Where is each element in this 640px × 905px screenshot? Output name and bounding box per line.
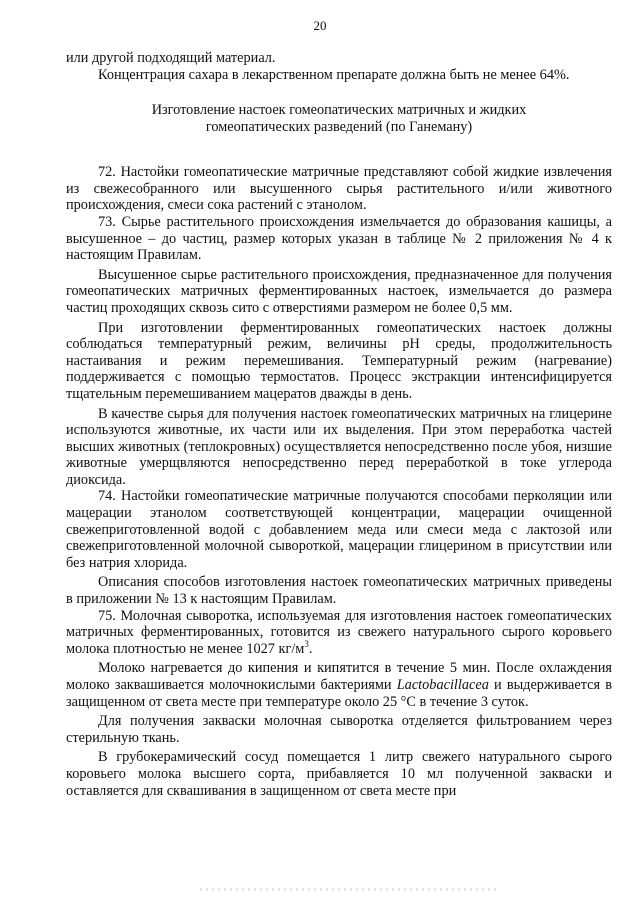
- document-body: [66, 50, 612, 799]
- page-number: 20: [313, 18, 327, 33]
- paragraph-glycerin-tinctures: В качестве сырья для получения настоек гомеопатических матричных на глицерине используются животные, их части или их выделения. При этом переработка частей высших животных (теплокровных) осуществляется непосредственно после убоя, низшие животные умерщвляются непосредственно перед переработкой в токе углерода диоксида.: [66, 405, 612, 488]
- bacteria-name: Lactobacillacea: [396, 677, 489, 693]
- paragraph-75: [66, 608, 612, 658]
- paragraph-milk-heating: [66, 660, 612, 710]
- paragraph-74: 74. Настойки гомеопатические матричные получаются способами перколяции или мацерации этанолом соответствующей концентрации, мацерации очищенной свежеприготовленной водой с добавлением меда или смеси меда с лактозой или свежеприготовленной молочной сывороткой, мацерации глицерином в присутствии или без натрия хлорида.: [66, 488, 612, 571]
- section-heading: [66, 102, 612, 136]
- paragraph-methods-reference: Описания способов изготовления настоек гомеопатических матричных приведены в приложении № 13 к настоящим Правилам.: [66, 574, 612, 608]
- paragraph-ceramic-vessel: В грубокерамический сосуд помещается 1 литр свежего натурального сырого коровьего молока высшего сорта, прибавляется 10 мл полученной закваски и оставляется для сквашивания в защищенном от света месте при: [66, 749, 612, 799]
- paragraph-fermented-tinctures: При изготовлении ферментированных гомеопатических настоек должны соблюдаться температурный режим, величины pH среды, продолжительность настаивания и режим перемешивания. Температурный режим (нагревание) поддерживается с помощью термостатов. Процесс экстракции интенсифицируется тщательным перемешиванием мацератов дважды в день.: [66, 319, 612, 402]
- scan-artifact: [200, 888, 500, 891]
- paragraph-75-end: .: [308, 640, 313, 657]
- paragraph-milk-heating-text: Молоко нагревается до кипения и кипятится в течение 5 мин. После охлаждения молоко заквашивается молочнокислыми бактериями: [66, 660, 612, 693]
- paragraph-73: 73. Сырье растительного происхождения измельчается до образования кашицы, а высушенное – до частиц, размер которых указан в таблице № 2 приложения № 4 к настоящим Правилам.: [66, 213, 612, 264]
- paragraph-75-superscript: 3: [304, 639, 309, 650]
- paragraph-dried-raw-material: Высушенное сырье растительного происхождения, предназначенное для получения гомеопатических матричных ферментированных настоек, измельчается до размера частиц проходящих сквозь сито с отверстиями размером не более 0,5 мм.: [66, 266, 612, 316]
- section-heading-line-2: гомеопатических разведений (по Ганеману): [205, 119, 473, 136]
- paragraph-milk-heating-end: и выдерживается в защищенном от света месте при температуре около 25 °С в течение 3 суток.: [66, 677, 612, 710]
- paragraph-sugar-concentration: Концентрация сахара в лекарственном препарате должна быть не менее 64%.: [98, 66, 570, 83]
- paragraph-continuation: или другой подходящий материал.: [66, 50, 276, 66]
- section-heading-line-1: Изготовление настоек гомеопатических матричных и жидких: [151, 102, 527, 119]
- paragraph-75-text: 75. Молочная сыворотка, используемая для изготовления настоек гомеопатических матричных ферментированных, готовится из свежего натурального сырого коровьего молока плотностью не менее 1027 кг/м: [66, 607, 612, 657]
- paragraph-72: 72. Настойки гомеопатические матричные представляют собой жидкие извлечения из свежесобранного или высушенного сырья растительного и/или животного происхождения, смеси сока растений с этанолом.: [66, 164, 612, 214]
- paragraph-starter-preparation: Для получения закваски молочная сыворотка отделяется фильтрованием через стерильную ткань.: [66, 713, 612, 746]
